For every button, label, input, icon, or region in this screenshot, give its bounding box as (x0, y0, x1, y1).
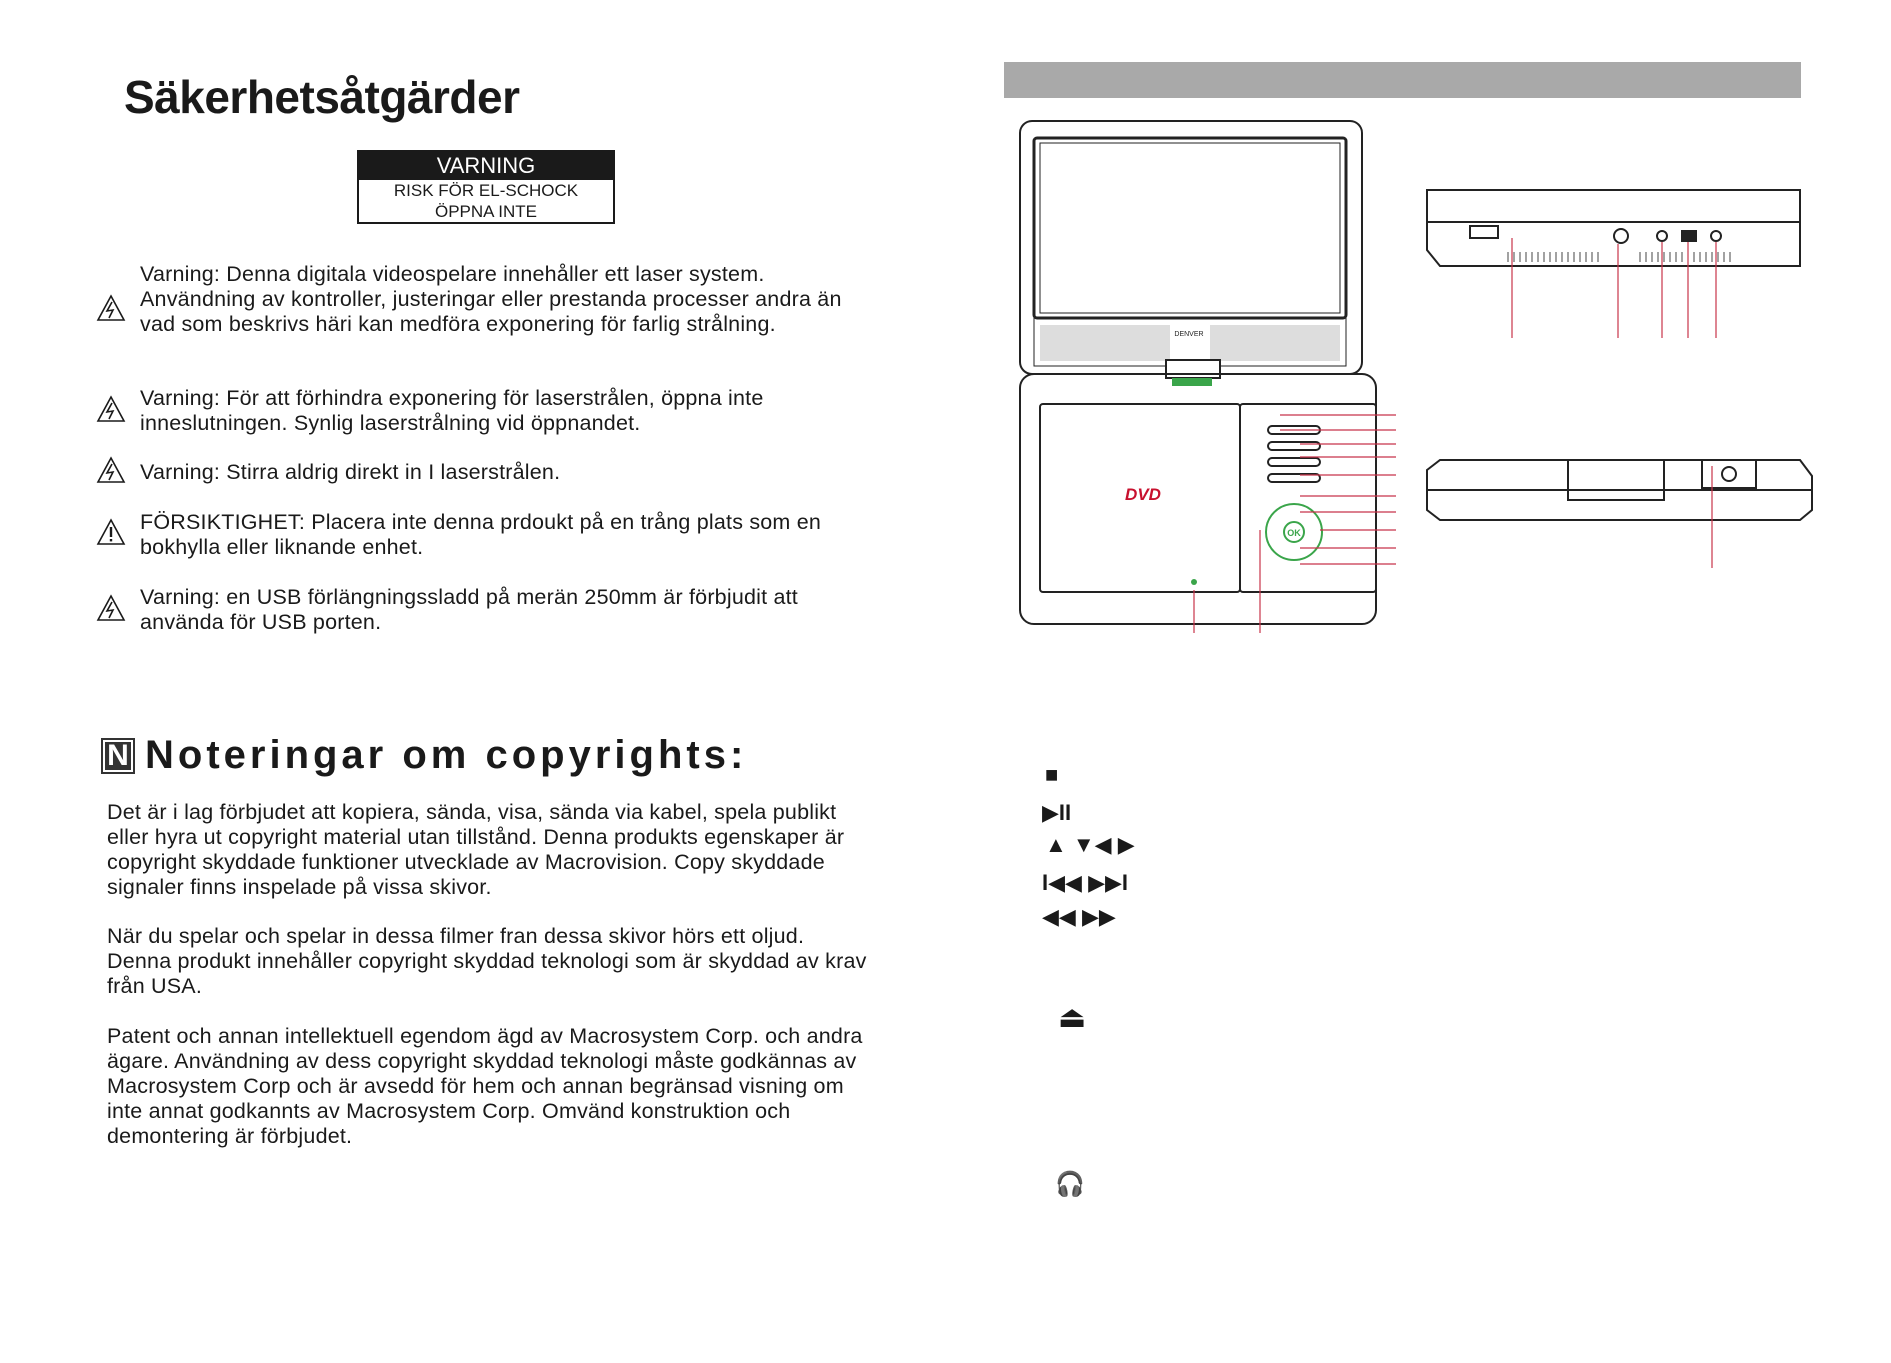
hinge (1166, 360, 1220, 378)
notes-title: Noteringar om copyrights: (145, 733, 748, 777)
warning-box-header: VARNING (359, 152, 613, 180)
warning-text-5: Varning: en USB förlängningssladd på merän 250mm är förbjudit att använda för USB porten. (140, 585, 798, 634)
warning-text-2: Varning: För att förhindra exponering för laserstrålen, öppna inte inneslutningen. Synlig laserstrålning vid öppnandet. (140, 386, 764, 435)
hinge-led (1172, 378, 1212, 386)
brand-label: DENVER (1174, 331, 1204, 338)
prev-next-icon: I◀◀ ▶▶I (1042, 870, 1129, 895)
arrow-keys-icon: ▲ ▼◀ ▶ (1045, 832, 1135, 857)
caution-text: FÖRSIKTIGHET: Placera inte denna prdoukt på en trång plats som en bokhylla eller liknande enhet. (140, 510, 822, 559)
power-led (1191, 579, 1197, 585)
ok-label: OK (1287, 528, 1301, 538)
warning-text-1: Varning: Denna digitala videospelare innehåller ett laser system. Användning av kontroller, justeringar eller prestanda processer andra än vad som beskrivs häri kan medföra exponering för farlig strålning. (140, 262, 842, 336)
dvd-logo: DVD (1125, 485, 1161, 504)
copyright-paragraph-2: När du spelar och spelar in dessa filmer fran dessa skivor hörs ett oljud. Denna produkt innehåller copyright skyddad teknologi som är skyddad av krav från USA. (107, 924, 867, 998)
stop-icon: ■ (1045, 762, 1059, 787)
side-view (1427, 190, 1800, 266)
callout-lines-side (1512, 238, 1716, 338)
headphone-icon: 🎧 (1055, 1171, 1085, 1198)
rewind-forward-icon: ◀◀ ▶▶ (1042, 904, 1116, 929)
warning-box-line2: ÖPPNA INTE (434, 202, 538, 221)
copyright-paragraph-1: Det är i lag förbjudet att kopiera, sända, visa, sända via kabel, spela publikt eller hyra ut copyright material utan tillstånd. Denna produkts egenskaper är copyright skyddade funktioner utvecklade av Macrovision. Copy skyddade signaler finns inspelade på vissa skivor. (107, 800, 845, 899)
vent-slots (1508, 252, 1730, 262)
eject-icon: ⏏ (1058, 1001, 1087, 1034)
warning-box-line1: RISK FÖR EL-SCHOCK (393, 181, 579, 200)
player-base (1020, 374, 1376, 624)
notes-badge: N (101, 738, 135, 774)
copyright-paragraph-3: Patent och annan intellektuell egendom ägd av Macrosystem Corp. och andra ägare. Användning av dess copyright skyddad teknologi måste godkännas av Macrosystem Corp och är avsedd för hem och annan begränsad visning om inte annat godkannts av Macrosystem Corp. Omvänd konstruktion och demontering är förbjudet. (107, 1024, 863, 1148)
page-title: Säkerhetsåtgärder (124, 71, 520, 123)
top-view (1427, 460, 1812, 520)
control-buttons (1268, 426, 1320, 482)
play-pause-icon: ▶II (1042, 800, 1072, 825)
warning-text-3: Varning: Stirra aldrig direkt in I laserstrålen. (140, 460, 561, 484)
side-ports (1470, 226, 1721, 243)
